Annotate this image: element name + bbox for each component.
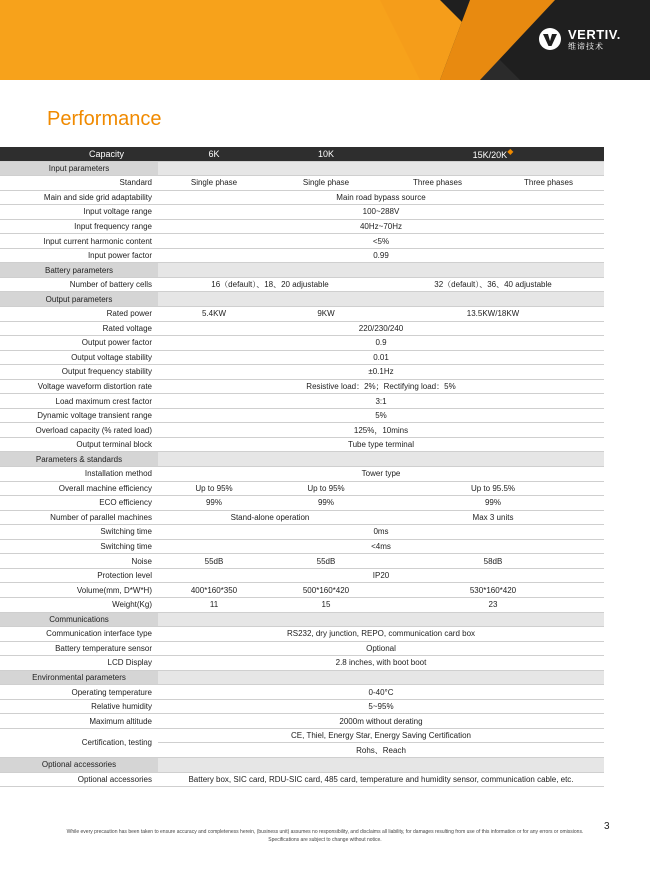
section-fill xyxy=(158,757,604,772)
row-label: ECO efficiency xyxy=(0,496,158,511)
row-value: 3:1 xyxy=(158,394,604,409)
table-row xyxy=(0,307,604,322)
section-fill xyxy=(158,292,604,307)
row-value: Up to 95% xyxy=(158,481,270,496)
row-value: 99% xyxy=(158,496,270,511)
header-15k-20k xyxy=(382,147,604,161)
row-label: Output frequency stability xyxy=(0,365,158,380)
table-row xyxy=(0,219,604,234)
table-row xyxy=(0,321,604,336)
row-label: Installation method xyxy=(0,467,158,482)
row-label: Main and side grid adaptability xyxy=(0,190,158,205)
row-value: Three phases xyxy=(493,176,604,191)
row-label: Voltage waveform distortion rate xyxy=(0,379,158,394)
row-value: IP20 xyxy=(158,568,604,583)
table-row xyxy=(0,437,604,452)
section-header-row xyxy=(0,263,604,278)
row-label: Dynamic voltage transient range xyxy=(0,408,158,423)
section-title: Battery parameters xyxy=(0,263,158,278)
row-value: 0ms xyxy=(158,525,604,540)
row-label: Input voltage range xyxy=(0,205,158,220)
table-row xyxy=(0,525,604,540)
row-label: Noise xyxy=(0,554,158,569)
table-row xyxy=(0,554,604,569)
row-value: Tube type terminal xyxy=(158,437,604,452)
row-value: Battery box, SIC card, RDU-SIC card, 485 card, temperature and humidity sensor, communication cable, etc. xyxy=(158,772,604,787)
row-label: Relative humidity xyxy=(0,699,158,714)
row-value: Max 3 units xyxy=(382,510,604,525)
row-value: Main road bypass source xyxy=(158,190,604,205)
brand-logo xyxy=(538,27,621,51)
page-title: Performance xyxy=(47,108,162,130)
row-label: Output power factor xyxy=(0,336,158,351)
footer-line-2: Specifications are subject to change without notice. xyxy=(268,836,382,843)
row-value: 0.99 xyxy=(158,248,604,263)
row-label: Number of parallel machines xyxy=(0,510,158,525)
row-value: <5% xyxy=(158,234,604,249)
row-value: Stand-alone operation xyxy=(158,510,382,525)
vertiv-v-mark-icon xyxy=(538,27,562,51)
table-row xyxy=(0,408,604,423)
table-row xyxy=(0,394,604,409)
row-value: 220/230/240 xyxy=(158,321,604,336)
table-row xyxy=(0,772,604,787)
brand-subtitle: 维谛技术 xyxy=(568,41,604,51)
section-fill xyxy=(158,263,604,278)
row-value: 100~288V xyxy=(158,205,604,220)
footer-disclaimer xyxy=(40,829,610,844)
section-title: Environmental parameters xyxy=(0,670,158,685)
row-value: 2.8 inches, with boot boot xyxy=(158,656,604,671)
row-value: Three phases xyxy=(382,176,493,191)
row-value: 125%，10mins xyxy=(158,423,604,438)
table-body xyxy=(0,161,604,787)
table-row xyxy=(0,248,604,263)
row-value: Resistive load：2%；Rectifying load：5% xyxy=(158,379,604,394)
footer-line-1: While every precaution has been taken to ensure accuracy and completeness herein, (business unit) assumes no responsibility, and disclaims all liability, for damages resulting from use of this information or for any errors or omissions. xyxy=(66,829,584,835)
row-label: Maximum altitude xyxy=(0,714,158,729)
table-row xyxy=(0,234,604,249)
row-label: Optional accessories xyxy=(0,772,158,787)
row-value: 400*160*350 xyxy=(158,583,270,598)
table-row xyxy=(0,176,604,191)
brand-name: VERTIV. xyxy=(568,26,621,42)
section-fill xyxy=(158,670,604,685)
row-value: 55dB xyxy=(158,554,270,569)
table-row xyxy=(0,641,604,656)
table-row xyxy=(0,597,604,612)
row-value: 13.5KW/18KW xyxy=(382,307,604,322)
table-row xyxy=(0,205,604,220)
row-value: 40Hz~70Hz xyxy=(158,219,604,234)
section-fill xyxy=(158,452,604,467)
row-value: 23 xyxy=(382,597,604,612)
row-value: 11 xyxy=(158,597,270,612)
row-label: Rated voltage xyxy=(0,321,158,336)
section-header-row xyxy=(0,161,604,176)
row-label: Operating temperature xyxy=(0,685,158,700)
section-fill xyxy=(158,612,604,627)
table-row xyxy=(0,350,604,365)
section-header-row xyxy=(0,612,604,627)
row-value: 15 xyxy=(270,597,382,612)
section-title: Output parameters xyxy=(0,292,158,307)
row-label: Load maximum crest factor xyxy=(0,394,158,409)
table-row xyxy=(0,423,604,438)
section-title: Input parameters xyxy=(0,161,158,176)
row-value: Single phase xyxy=(158,176,270,191)
row-value: 500*160*420 xyxy=(270,583,382,598)
table-row xyxy=(0,583,604,598)
row-label: Input frequency range xyxy=(0,219,158,234)
row-label: Switching time xyxy=(0,539,158,554)
table-row xyxy=(0,510,604,525)
table-row xyxy=(0,568,604,583)
row-label: Communication interface type xyxy=(0,627,158,642)
table-row xyxy=(0,539,604,554)
table-row xyxy=(0,496,604,511)
header-15k-20k-label: 15K/20K xyxy=(472,150,508,161)
row-value: RS232, dry junction, REPO, communication card box xyxy=(158,627,604,642)
row-value: 58dB xyxy=(382,554,604,569)
row-value: ±0.1Hz xyxy=(158,365,604,380)
row-label: Overload capacity (% rated load) xyxy=(0,423,158,438)
row-value: <4ms xyxy=(158,539,604,554)
row-value: 0.01 xyxy=(158,350,604,365)
table-row xyxy=(0,685,604,700)
row-label: Rated power xyxy=(0,307,158,322)
section-title: Optional accessories xyxy=(0,757,158,772)
row-value: Single phase xyxy=(270,176,382,191)
section-header-row xyxy=(0,670,604,685)
page-number: 3 xyxy=(604,821,610,832)
row-label: Input current harmonic content xyxy=(0,234,158,249)
table-row xyxy=(0,365,604,380)
row-label: Overall machine efficiency xyxy=(0,481,158,496)
row-value: 16（default）、18、20 adjustable xyxy=(158,277,382,292)
row-label: Output voltage stability xyxy=(0,350,158,365)
row-label: Certification, testing xyxy=(0,728,158,757)
section-title: Parameters & standards xyxy=(0,452,158,467)
section-title: Communications xyxy=(0,612,158,627)
table-row xyxy=(0,656,604,671)
row-value: 0.9 xyxy=(158,336,604,351)
row-value: 5% xyxy=(158,408,604,423)
row-label: LCD Display xyxy=(0,656,158,671)
row-value: 99% xyxy=(270,496,382,511)
table-row xyxy=(0,699,604,714)
table-row xyxy=(0,277,604,292)
table-row xyxy=(0,190,604,205)
row-value: CE, Thiel, Energy Star, Energy Saving Certification xyxy=(158,728,604,743)
table-row xyxy=(0,467,604,482)
row-value: 5.4KW xyxy=(158,307,270,322)
table-header-row xyxy=(0,147,604,161)
section-header-row xyxy=(0,452,604,467)
row-label: Battery temperature sensor xyxy=(0,641,158,656)
table-row xyxy=(0,714,604,729)
row-value: 530*160*420 xyxy=(382,583,604,598)
header-10k: 10K xyxy=(270,147,382,161)
table-row xyxy=(0,379,604,394)
row-label: Weight(Kg) xyxy=(0,597,158,612)
table-row xyxy=(0,627,604,642)
section-fill xyxy=(158,161,604,176)
row-value: 5~95% xyxy=(158,699,604,714)
row-value: 2000m without derating xyxy=(158,714,604,729)
row-value: 0-40°C xyxy=(158,685,604,700)
performance-table xyxy=(0,147,604,787)
section-header-row xyxy=(0,292,604,307)
section-header-row xyxy=(0,757,604,772)
row-label: Number of battery cells xyxy=(0,277,158,292)
row-value: 55dB xyxy=(270,554,382,569)
row-value: Optional xyxy=(158,641,604,656)
row-label: Volume(mm, D*W*H) xyxy=(0,583,158,598)
row-value: 32（default）、36、40 adjustable xyxy=(382,277,604,292)
footnote-marker: ◆ xyxy=(507,147,514,157)
row-label: Input power factor xyxy=(0,248,158,263)
table-row xyxy=(0,481,604,496)
header-6k: 6K xyxy=(158,147,270,161)
row-value: Up to 95% xyxy=(270,481,382,496)
row-value: Up to 95.5% xyxy=(382,481,604,496)
table-row xyxy=(0,336,604,351)
row-value: 99% xyxy=(382,496,604,511)
table-row xyxy=(0,728,604,743)
row-label: Protection level xyxy=(0,568,158,583)
row-label: Standard xyxy=(0,176,158,191)
row-value: 9KW xyxy=(270,307,382,322)
row-label: Output terminal block xyxy=(0,437,158,452)
row-value: Tower type xyxy=(158,467,604,482)
row-value: Rohs、Reach xyxy=(158,743,604,758)
header-capacity: Capacity xyxy=(0,147,158,161)
row-label: Switching time xyxy=(0,525,158,540)
